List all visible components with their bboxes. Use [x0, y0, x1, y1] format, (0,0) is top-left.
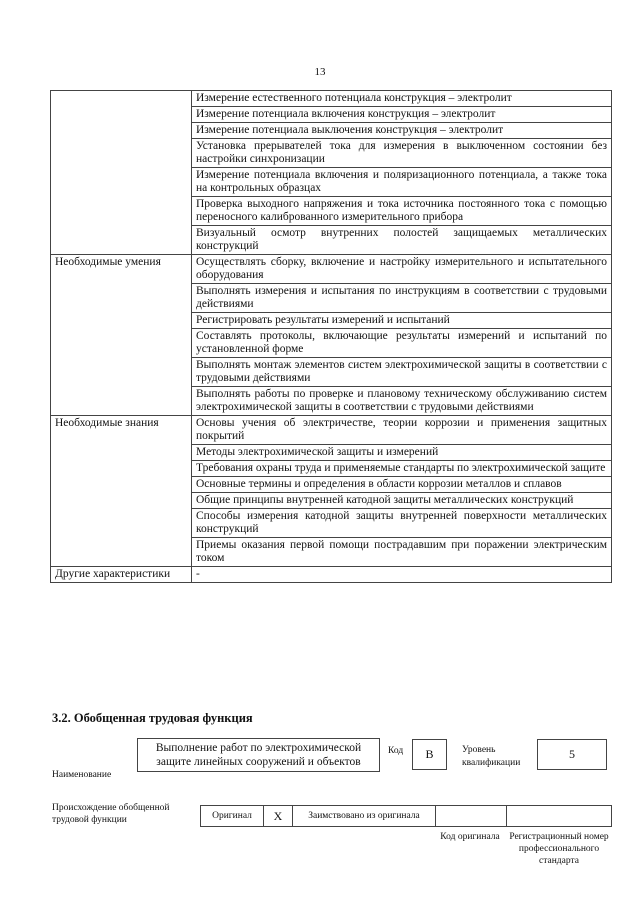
row-item: Измерение потенциала включения конструкция – электролит [192, 107, 612, 123]
page-number: 13 [314, 66, 326, 78]
original-mark-cell [264, 806, 293, 826]
row-item: Визуальный осмотр внутренних полостей защищаемых металлических конструкций [192, 226, 612, 255]
borrowed-cell [293, 806, 436, 826]
code-original-caption: Код оригинала [440, 832, 500, 842]
level-box [537, 739, 607, 770]
function-name-value: Выполнение работ по электрохимической защите линейных сооружений и объектов [155, 742, 362, 768]
row-item: Измерение потенциала выключения конструкция – электролит [192, 123, 612, 139]
table-row [51, 567, 612, 583]
table-row [51, 91, 612, 107]
table-row [51, 255, 612, 284]
section-title: 3.2. Обобщенная трудовая функция [52, 711, 253, 725]
table-row [51, 416, 612, 445]
row-item: Выполнять измерения и испытания по инструкциям в соответствии с трудовыми действиями [192, 284, 612, 313]
name-label: Наименование [52, 770, 112, 780]
row-item: Осуществлять сборку, включение и настройку измерительного и испытательного оборудования [192, 255, 612, 284]
requirements-table [50, 90, 612, 583]
row-item: Общие принципы внутренней катодной защиты металлических конструкций [192, 493, 612, 509]
row-item: Приемы оказания первой помощи пострадавшим при поражении электрическим током [192, 538, 612, 567]
row-item: Установка прерывателей тока для измерения в выключенном состоянии без настройки синхронизации [192, 139, 612, 168]
original-mark: Х [273, 808, 283, 823]
row-item: Выполнять работы по проверке и плановому техническому обслуживанию систем электрохимической защиты в соответствии с трудовыми действиями [192, 387, 612, 416]
row-item: - [192, 567, 612, 583]
row-item: Проверка выходного напряжения и тока источника постоянного тока с помощью переносного калиброванного измерительного прибора [192, 197, 612, 226]
row-item: Основы учения об электричестве, теории коррозии и применения защитных покрытий [192, 416, 612, 445]
reg-number-caption: Регистрационный номер профессионального стандарта [509, 832, 609, 866]
row-item: Требования охраны труда и применяемые стандарты по электрохимической защите [192, 461, 612, 477]
function-name-box [137, 738, 380, 772]
original-cell [201, 806, 264, 826]
code-box [412, 739, 447, 770]
row-label: Другие характеристики [51, 567, 192, 583]
code-label: Код [388, 746, 404, 756]
row-item: Способы измерения катодной защиты внутренней поверхности металлических конструкций [192, 509, 612, 538]
level-label: Уровень квалификации [462, 745, 521, 768]
origin-label: Происхождение обобщенной трудовой функции [52, 803, 170, 825]
origin-row [200, 805, 612, 827]
row-label: Необходимые знания [51, 416, 192, 567]
row-item: Методы электрохимической защиты и измерений [192, 445, 612, 461]
borrowed-label: Заимствовано из оригинала [308, 811, 420, 821]
level-value: 5 [569, 747, 575, 761]
row-item: Основные термины и определения в области коррозии металлов и сплавов [192, 477, 612, 493]
row-label: Необходимые умения [51, 255, 192, 416]
row-item: Измерение естественного потенциала конструкция – электролит [192, 91, 612, 107]
row-item: Измерение потенциала включения и поляризационного потенциала, а также тока на контрольных образцах [192, 168, 612, 197]
row-item: Составлять протоколы, включающие результаты измерений и испытаний по установленной форме [192, 329, 612, 358]
code-value: В [425, 747, 434, 761]
code-original-cell [436, 806, 507, 826]
reg-number-cell [507, 806, 611, 826]
original-label: Оригинал [212, 811, 252, 821]
row-label [51, 91, 192, 255]
row-item: Выполнять монтаж элементов систем электрохимической защиты в соответствии с трудовыми действиями [192, 358, 612, 387]
row-item: Регистрировать результаты измерений и испытаний [192, 313, 612, 329]
